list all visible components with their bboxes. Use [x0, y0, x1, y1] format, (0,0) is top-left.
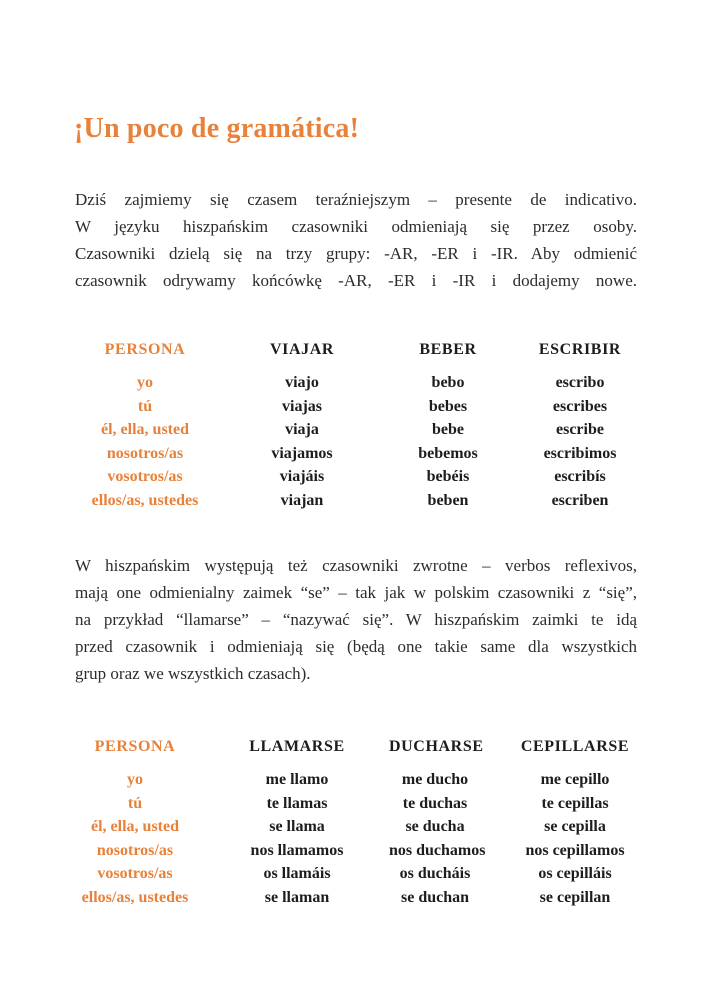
- verb-column-header: LLAMARSE: [249, 738, 345, 755]
- conjugation-cell: os ducháis: [399, 865, 471, 882]
- conjugation-cell: me llamo: [265, 771, 329, 788]
- persona-cell: tú: [137, 397, 153, 415]
- table-row: [65, 792, 669, 816]
- conjugation-cell: viajo: [285, 374, 319, 391]
- verb-column-header: VIAJAR: [269, 341, 335, 358]
- conjugation-cell: viajamos: [271, 444, 333, 462]
- persona-column-header: PERSONA: [104, 341, 186, 358]
- table-row: [65, 886, 669, 910]
- conjugation-cell: se duchan: [400, 888, 470, 906]
- table-row: [75, 395, 653, 419]
- persona-column-header: PERSONA: [94, 738, 176, 755]
- reflexive-verbs-conjugation-table: [65, 735, 669, 909]
- verb-column-header: CEPILLARSE: [520, 738, 630, 755]
- conjugation-cell: se llama: [269, 818, 325, 835]
- conjugation-cell: escribes: [552, 397, 608, 415]
- conjugation-cell: os cepilláis: [538, 865, 612, 882]
- conjugation-cell: nos cepillamos: [525, 841, 625, 859]
- table-header-row: [75, 338, 653, 362]
- persona-cell: yo: [137, 374, 153, 391]
- persona-cell: yo: [127, 771, 143, 788]
- conjugation-cell: me ducho: [401, 771, 469, 788]
- persona-cell: ellos/as, ustedes: [81, 888, 189, 906]
- verb-column-header: BEBER: [419, 341, 477, 358]
- paragraph-line: W hiszpańskim występują też czasowniki zwrotne – verbos reflexivos,: [75, 556, 637, 575]
- conjugation-cell: bebes: [428, 397, 468, 415]
- reflexive-verbs-paragraph: [75, 552, 637, 687]
- conjugation-cell: se cepillan: [539, 888, 611, 906]
- paragraph-line: W języku hiszpańskim czasowniki odmieniają się przez osoby.: [75, 217, 637, 236]
- conjugation-cell: te llamas: [266, 794, 328, 812]
- persona-cell: tú: [127, 794, 143, 812]
- table-row: [75, 442, 653, 466]
- table-row: [75, 465, 653, 489]
- conjugation-cell: nos llamamos: [250, 841, 344, 859]
- table-row: [75, 418, 653, 442]
- conjugation-cell: se llaman: [264, 888, 330, 906]
- paragraph-line: czasownik odrywamy końcówkę -AR, -ER i -IR i dodajemy nowe.: [75, 271, 637, 290]
- conjugation-cell: escribimos: [543, 444, 617, 462]
- persona-cell: él, ella, usted: [91, 818, 179, 835]
- persona-cell: nosotros/as: [106, 444, 184, 462]
- table-row: [65, 815, 669, 839]
- paragraph-line: na przykład “llamarse” – “nazywać się”. W hiszpańskim zaimki te idą: [75, 610, 637, 629]
- persona-cell: él, ella, usted: [101, 421, 189, 438]
- conjugation-cell: te duchas: [402, 794, 468, 812]
- conjugation-cell: bebemos: [418, 444, 478, 462]
- conjugation-cell: beben: [427, 491, 469, 509]
- table-row: [65, 862, 669, 886]
- paragraph-line: Dziś zajmiemy się czasem teraźniejszym – presente de indicativo.: [75, 190, 637, 209]
- conjugation-cell: te cepillas: [541, 794, 609, 812]
- intro-paragraph: [75, 186, 637, 294]
- verb-column-header: ESCRIBIR: [538, 341, 622, 358]
- conjugation-cell: bebe: [432, 421, 464, 438]
- conjugation-cell: me cepillo: [540, 771, 610, 788]
- conjugation-cell: escribe: [556, 421, 604, 438]
- conjugation-cell: se cepilla: [544, 818, 606, 835]
- table-row: [75, 489, 653, 513]
- paragraph-line: mają one odmienialny zaimek “se” – tak jak w polskim czasowniki z “się”,: [75, 583, 637, 602]
- conjugation-cell: viaja: [285, 421, 319, 438]
- conjugation-cell: viajáis: [279, 468, 325, 485]
- table-row: [65, 839, 669, 863]
- conjugation-cell: nos duchamos: [389, 841, 486, 859]
- paragraph-line: Czasowniki dzielą się na trzy grupy: -AR, -ER i -IR. Aby odmienić: [75, 244, 637, 263]
- verb-column-header: DUCHARSE: [389, 738, 484, 755]
- table-row: [65, 768, 669, 792]
- conjugation-cell: se ducha: [405, 818, 465, 835]
- conjugation-cell: os llamáis: [263, 865, 331, 882]
- conjugation-cell: bebo: [431, 374, 465, 391]
- persona-cell: vosotros/as: [97, 865, 173, 882]
- conjugation-cell: escribís: [554, 468, 606, 485]
- persona-cell: ellos/as, ustedes: [91, 491, 199, 509]
- paragraph-line: grup oraz we wszystkich czasach).: [75, 664, 311, 683]
- conjugation-cell: bebéis: [426, 468, 470, 485]
- conjugation-cell: viajan: [280, 491, 324, 509]
- conjugation-cell: escriben: [551, 491, 609, 509]
- table-header-row: [65, 735, 669, 759]
- persona-cell: vosotros/as: [107, 468, 183, 485]
- conjugation-cell: viajas: [282, 397, 322, 415]
- paragraph-line: przed czasownik i odmieniają się (będą one takie same dla wszystkich: [75, 637, 637, 656]
- conjugation-cell: escribo: [555, 374, 605, 391]
- persona-cell: nosotros/as: [96, 841, 174, 859]
- regular-verbs-conjugation-table: [75, 338, 653, 512]
- table-row: [75, 371, 653, 395]
- page-title: ¡Un poco de gramática!: [74, 113, 360, 144]
